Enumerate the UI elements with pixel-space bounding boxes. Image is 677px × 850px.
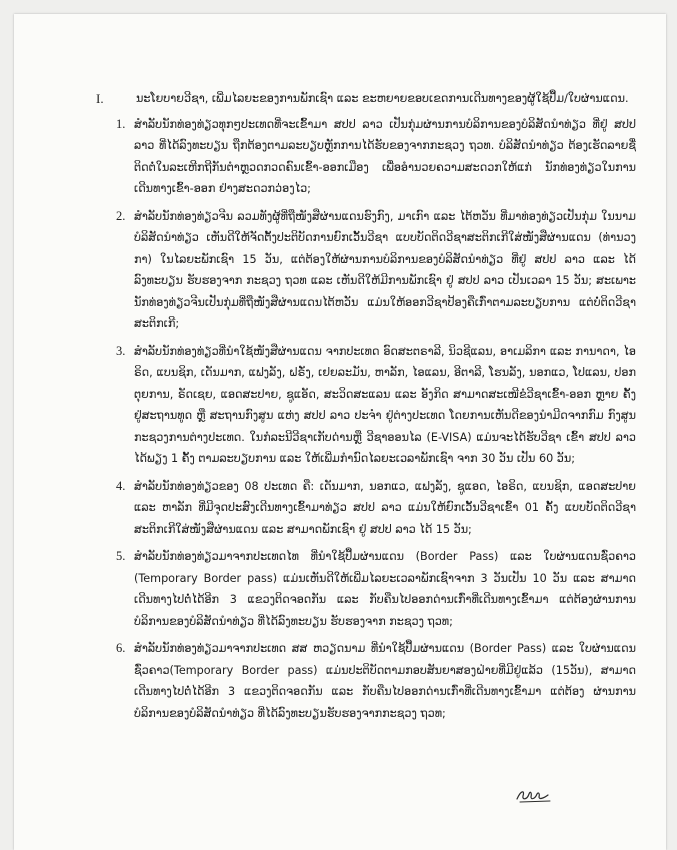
section-heading	[96, 88, 636, 110]
item-text: ສຳລັບນັກທ່ອງທ່ຽວມາຈາກປະເທດໄທ ທີ່ນຳໃຊ້ປຶ້ມຜ່ານແດນ (Border Pass) ແລະ ໃບຜ່ານແດນຊົ່ວຄາວ (Temporary Border pass) ແມ່ນເຫັນດີໃຫ້ເພີ່ມໄລຍະເວລາພັກເຊົາຈາກ 3 ວັນເປັນ 10 ວັນ ແລະ ສາມາດ ເດີນທາງໄປຕໍ່ໄດ້ອີກ 3 ແຂວງຕິດຈອດກັນ ແລະ ກັບຄືນໄປອອກດ່ານເກົ່າທີ່ເດີນທາງເຂົ້າມາ ແຕ່ຕ້ອງຜ່ານການ ບໍລິການຂອງບໍລິສັດນຳທ່ຽວ ທີ່ໄດ້ລົງທະບຽນ ຮັບຮອງຈາກ ກະຊວງ ຖວທ;	[134, 550, 636, 628]
list-item	[96, 546, 636, 632]
item-number: 1.	[116, 116, 126, 131]
section-number: I.	[96, 91, 104, 106]
item-text: ສຳລັບນັກທ່ອງທ່ຽວມາຈາກປະເທດ ສສ ຫວຽດນາມ ທີ່ນຳໃຊ້ປຶ້ມຜ່ານແດນ (Border Pass) ແລະ ໃບຜ່ານແດນຊົ່ວຄາວ(Temporary Border pass) ແມ່ນປະຕິບັດຕາມກອບສັນຍາສອງຝ່າຍທີ່ມີຢູ່ແລ້ວ (15ວັນ), ສາມາດເດີນທາງໄປຕໍ່ໄດ້ອີກ 3 ແຂວງຕິດຈອດກັນ ແລະ ກັບຄືນໄປອອກດ່ານເກົ່າທີ່ເດີນທາງເຂົ້າມາ ແຕ່ຕ້ອງ ຜ່ານການບໍລິການຂອງບໍລິສັດນຳທ່ຽວ ທີ່ໄດ້ລົງທະບຽນຮັບຮອງຈາກກະຊວງ ຖວທ;	[134, 642, 636, 720]
item-text: ສຳລັບນັກທ່ອງທ່ຽວຂອງ 08 ປະເທດ ຄື: ເດັນມາກ, ນອກແວ, ແຟງລັງ, ຊູແອດ, ໄອຣິດ, ແບນຊິກ, ແອດສະປາຍ ແລະ ຫາລັກ ທີ່ມີຈຸດປະສົງເດີນທາງເຂົ້າມາທ່ຽວ ສປປ ລາວ ແມ່ນໃຫ້ຍົກເວັ້ນວີຊາເຂົ້າ 01 ຄັ້ງ ແບບບັດຕິດວີຊາ ສະຕິກເກີໃສ່ໜັງສືຜ່ານແດນ ແລະ ສາມາດພັກເຊົາ ຢູ່ ສປປ ລາວ ໄດ້ 15 ວັນ;	[134, 479, 636, 536]
item-number: 3.	[116, 343, 126, 358]
document-page	[14, 14, 666, 850]
policy-list	[96, 114, 636, 725]
list-item	[96, 206, 636, 335]
item-number: 6.	[116, 641, 126, 655]
item-number: 4.	[116, 478, 126, 493]
list-item	[96, 341, 636, 470]
item-text: ສຳລັບນັກທ່ອງທ່ຽວຈີນ ລວມທັງຜູ້ທີ່ຖືໜັງສືຜ່ານແດນຮົງກົງ, ມາເກົາ ແລະ ໄຕ້ຫວັນ ທີ່ມາທ່ອງທ່ຽວເປັນກຸ່ມ ໃນນາມບໍລິສັດນຳທ່ຽວ ເຫັນດີໃຫ້ຈັດຕັ້ງປະຕິບັດການຍົກເວັ້ນວີຊາ ແບບບັດຕິດວີຊາສະຕິກເກີໃສ່ໜັງສືຜ່ານແດນ (ທ່ານວງກາ) ໃນໄລຍະພັກເຊົາ 15 ວັນ, ແຕ່ຕ້ອງໃຫ້ຜ່ານການບໍລິການຂອງບໍລິສັດນຳທ່ຽວ ທີ່ຢູ່ ສປປ ລາວ ແລະ ໄດ້ລົງທະບຽນ ຮັບຮອງຈາກ ກະຊວງ ຖວທ ແລະ ເຫັນດີໃຫ້ມີການພັກເຊົາ ຢູ່ ສປປ ລາວ ເປັນເວລາ 15 ວັນ; ສະເພາະນັກທ່ອງທ່ຽວຈີນເປັນກຸ່ມທີ່ຖືໜັງສືຜ່ານແດນໄຕ້ຫວັນ ແມ່ນໃຫ້ອອກວີຊາປ້ອງຄືເກົ່າຕາມລະບຽບການ ແຕ່ບໍ່ຕິດວີຊາສະຕິກເກີ;	[134, 209, 636, 330]
item-number: 5.	[116, 549, 126, 563]
signature-icon	[514, 784, 554, 806]
section-title: ນະໂຍບາຍວີຊາ, ເພີ່ມໄລຍະຂອງການພັກເຊົາ ແລະ ຂະຫຍາຍຂອບເຂດການເດີນທາງຂອງຜູ້ໃຊ້ປຶ້ມ/ໃບຜ່ານແດນ.	[136, 92, 629, 105]
list-item	[96, 638, 636, 724]
item-text: ສຳລັບນັກທ່ອງທ່ຽວທຸກໆປະເທດທີ່ຈະເຂົ້າມາ ສປປ ລາວ ເປັນກຸ່ມຜ່ານການບໍລິການຂອງບໍລິສັດນຳທ່ຽວ ທີ່ຢູ່ ສປປ ລາວ ທີ່ໄດ້ລົງທະບຽນ ຖືກຕ້ອງຕາມລະບຽບຫຼັກການໄດ້ຮັບຂອງຈາກກະຊວງ ຖວທ. ບໍລິສັດນຳທ່ຽວ ຕ້ອງເຮັດລາຍຊື່ຕິດຕໍ່ໃນລະເຫີກຖີກັນຕຳຫຼວດກວດຄົນເຂົ້າ-ອອກເມືອງ ເພື່ອອຳນວຍຄວາມສະດວກໃຫ້ແກ່ ນັກທ່ອງທ່ຽວໃນການເດີນທາງເຂົ້າ-ອອກ ຢ່າງສະດວກວ່ອງໄວ;	[134, 117, 636, 195]
list-item	[96, 476, 636, 541]
item-text: ສຳລັບນັກທ່ອງທ່ຽວທີ່ນຳໃຊ້ໜັງສືຜ່ານແດນ ຈາກປະເທດ ອົດສະຕຣາລີ, ນິວຊີແລນ, ອາເມລິກາ ແລະ ການາດາ, ໄອຣິດ, ແບນຊິກ, ເດັນມາກ, ແຟງລັງ, ຝຣັ່ງ, ເຢຍລະມັນ, ຫາລັກ, ໄອແລນ, ອີຕາລີ, ໂຮນລັງ, ນອກແວ, ໂປແລນ, ປອກຕຸຍການ, ຣັດເຊຍ, ແອດສະປາຍ, ຊູແອັດ, ສະວິດສະແລນ ແລະ ອັງກິດ ສາມາດສະເໜີຂໍວີຊາເຂົ້າ-ອອກ ຫຼາຍ ຄັ້ງ ຢູ່ສະຖານທູດ ຫຼື ສະຖານກົງສູນ ແຫ່ງ ສປປ ລາວ ປະຈຳ ຢູ່ຕ່າງປະເທດ ໂດຍການເຫັນດີຂອງນຳມີດຈາກກົມ ກົງສູນ ກະຊວງການຕ່າງປະເທດ. ໃນກໍລະນີວີຊາເກັບດ່ານຫຼື ວີຊາອອນໄລ (E-VISA) ແມ່ນຈະໄດ້ຮັບວີຊາ ເຂົ້າ ສປປ ລາວ ໄດ້ພຽງ 1 ຄັ້ງ ຕາມລະບຽບການ ແລະ ໃຫ້ເພີ່ມກຳນົດໄລຍະເວລາພັກເຊົາ ຈາກ 30 ວັນ ເປັນ 60 ວັນ;	[134, 344, 636, 465]
document-body	[96, 88, 636, 730]
item-number: 2.	[116, 208, 126, 223]
list-item	[96, 114, 636, 200]
